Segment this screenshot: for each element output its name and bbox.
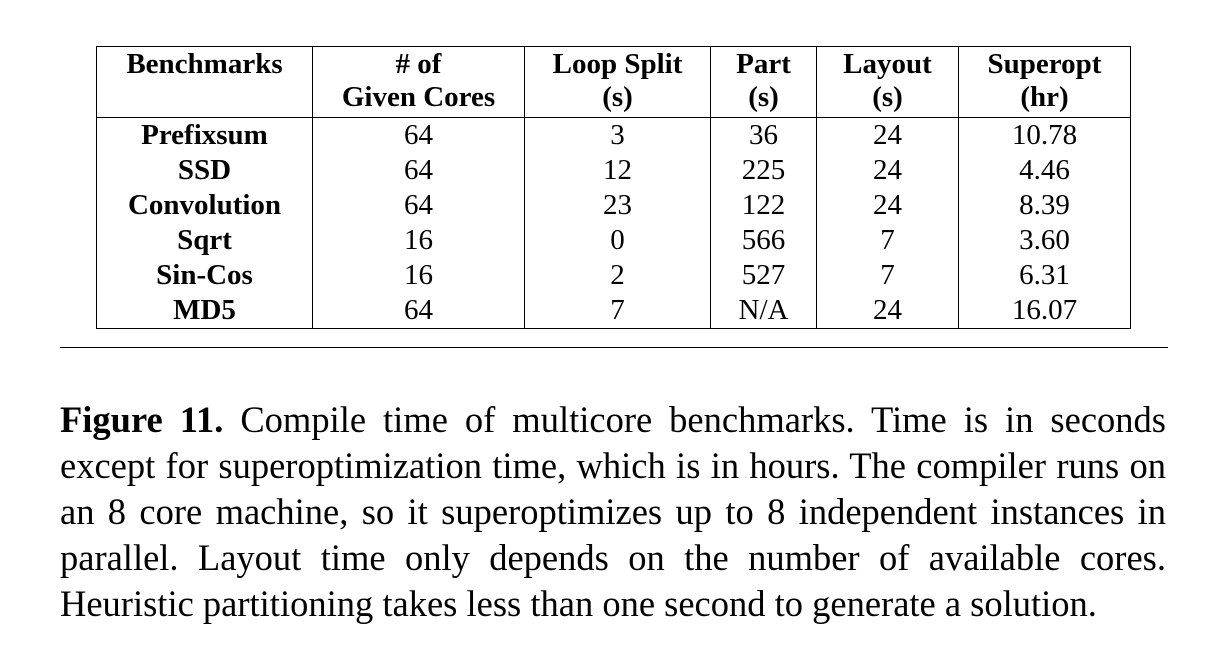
benchmark-name: MD5 xyxy=(97,293,313,329)
part-cell: 566 xyxy=(711,223,817,258)
table-row xyxy=(97,188,1131,223)
superopt-cell: 8.39 xyxy=(959,188,1131,223)
header-layout: Layout (s) xyxy=(817,47,959,118)
loop-split-cell: 0 xyxy=(525,223,711,258)
figure-label: Figure 11. xyxy=(60,398,224,440)
caption-divider xyxy=(60,347,1168,348)
table-row xyxy=(97,293,1131,329)
given-cores-cell: 64 xyxy=(313,188,525,223)
table-row xyxy=(97,153,1131,188)
loop-split-cell: 3 xyxy=(525,118,711,154)
header-given-cores: # of Given Cores xyxy=(313,47,525,118)
benchmark-name: Sin-Cos xyxy=(97,258,313,293)
loop-split-cell: 2 xyxy=(525,258,711,293)
given-cores-cell: 64 xyxy=(313,293,525,329)
table-header xyxy=(97,47,1131,118)
table-row xyxy=(97,223,1131,258)
table-row xyxy=(97,118,1131,154)
part-cell: 225 xyxy=(711,153,817,188)
table-row xyxy=(97,258,1131,293)
part-cell: 36 xyxy=(711,118,817,154)
compile-time-table xyxy=(96,46,1131,329)
table-body xyxy=(97,118,1131,329)
benchmark-name: SSD xyxy=(97,153,313,188)
given-cores-cell: 16 xyxy=(313,258,525,293)
header-superopt: Superopt (hr) xyxy=(959,47,1131,118)
superopt-cell: 6.31 xyxy=(959,258,1131,293)
benchmark-name: Sqrt xyxy=(97,223,313,258)
loop-split-cell: 23 xyxy=(525,188,711,223)
layout-cell: 24 xyxy=(817,118,959,154)
loop-split-cell: 7 xyxy=(525,293,711,329)
superopt-cell: 10.78 xyxy=(959,118,1131,154)
layout-cell: 24 xyxy=(817,153,959,188)
compile-time-table-container xyxy=(96,46,1130,329)
part-cell: 122 xyxy=(711,188,817,223)
superopt-cell: 16.07 xyxy=(959,293,1131,329)
loop-split-cell: 12 xyxy=(525,153,711,188)
header-benchmarks: Benchmarks xyxy=(97,47,313,118)
benchmark-name: Convolution xyxy=(97,188,313,223)
header-row xyxy=(97,47,1131,118)
header-loop-split: Loop Split (s) xyxy=(525,47,711,118)
header-part: Part (s) xyxy=(711,47,817,118)
layout-cell: 7 xyxy=(817,258,959,293)
part-cell: 527 xyxy=(711,258,817,293)
caption-text: Compile time of multicore benchmarks. Time is in seconds except for superoptimization time, which is in hours. The compiler runs on an 8 core machine, so it superoptimizes up to 8 independent instances in parallel. Layout time only depends on the number of available cores. Heuristic partitioning takes less than one second to generate a solution. xyxy=(60,398,1166,624)
figure-caption xyxy=(60,397,1166,627)
given-cores-cell: 64 xyxy=(313,153,525,188)
given-cores-cell: 16 xyxy=(313,223,525,258)
benchmark-name: Prefixsum xyxy=(97,118,313,154)
part-cell: N/A xyxy=(711,293,817,329)
layout-cell: 24 xyxy=(817,293,959,329)
layout-cell: 7 xyxy=(817,223,959,258)
layout-cell: 24 xyxy=(817,188,959,223)
superopt-cell: 4.46 xyxy=(959,153,1131,188)
superopt-cell: 3.60 xyxy=(959,223,1131,258)
given-cores-cell: 64 xyxy=(313,118,525,154)
